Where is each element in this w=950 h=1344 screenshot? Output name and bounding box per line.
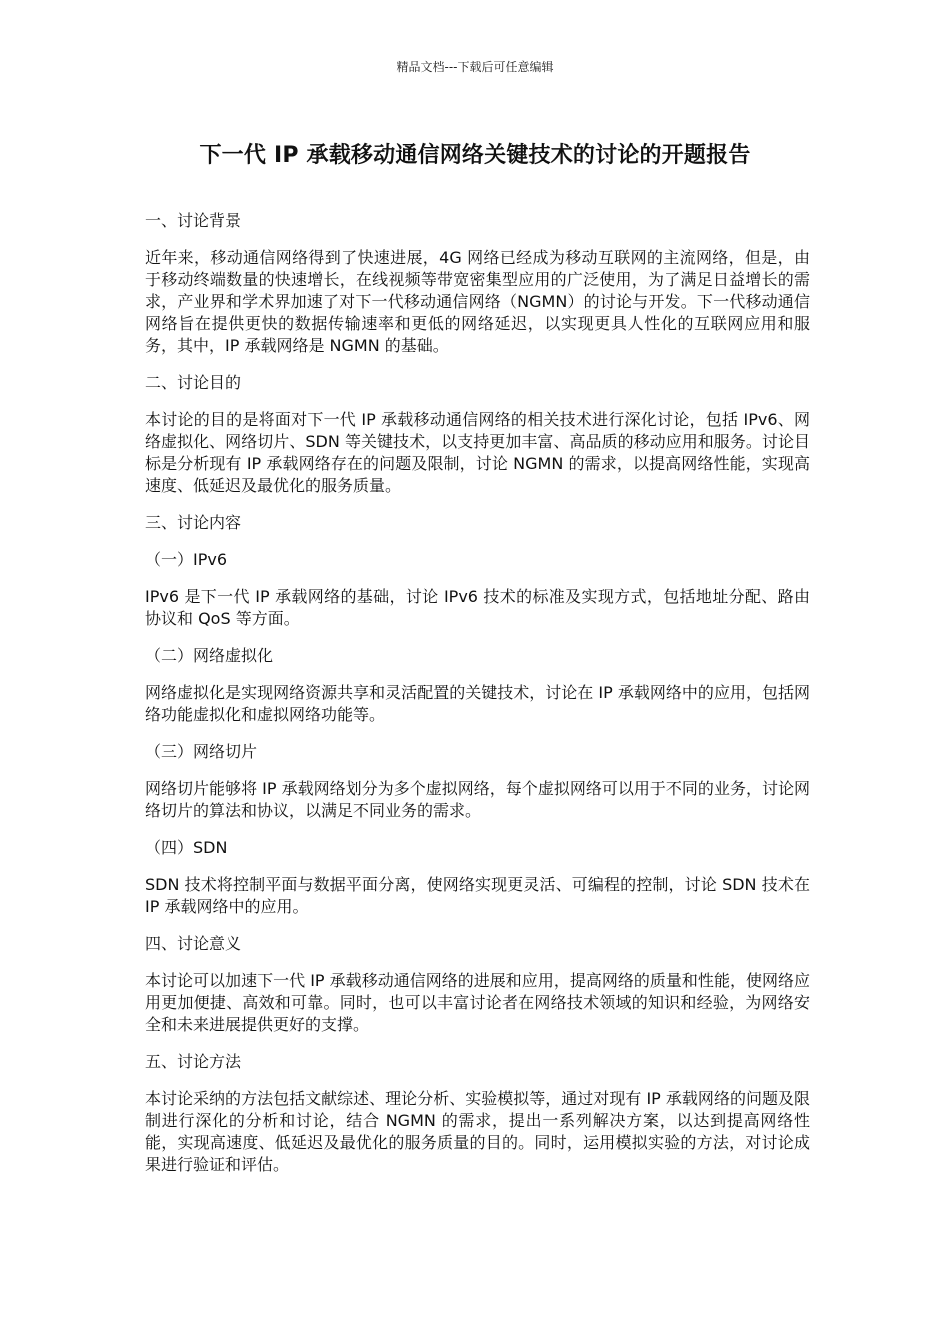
subheading-ipv6: （一）IPv6: [145, 550, 228, 569]
section-heading-method: 五、讨论方法: [145, 1052, 242, 1071]
paragraph-background: 近年来，移动通信网络得到了快速进展，4G 网络已经成为移动互联网的主流网络，但是，由于移动终端数量的快速增长，在线视频等带宽密集型应用的广泛使用，为了满足日益增长的需求，产业界和学术界加速了对下一代移动通信网络（NGMN）的讨论与开发。下一代移动通信网络旨在提供更快的数据传输速率和更低的网络延迟，以实现更具人性化的互联网应用和服务，其中，IP 承载网络是 NGMN 的基础。: [145, 248, 810, 355]
section-heading-content: 三、讨论内容: [145, 513, 242, 532]
paragraph-purpose: 本讨论的目的是将面对下一代 IP 承载移动通信网络的相关技术进行深化讨论，包括 IPv6、网络虚拟化、网络切片、SDN 等关键技术，以支持更加丰富、高品质的移动应用和服务。讨论目标是分析现有 IP 承载网络存在的问题及限制，讨论 NGMN 的需求，以提高网络性能，实现高速度、低延迟及最优化的服务质量。: [145, 410, 810, 495]
page-header: 精品文档---下载后可任意编辑: [396, 60, 554, 74]
paragraph-ipv6: IPv6 是下一代 IP 承载网络的基础，讨论 IPv6 技术的标准及实现方式，包括地址分配、路由协议和 QoS 等方面。: [145, 587, 810, 628]
paragraph-network-virtualization: 网络虚拟化是实现网络资源共享和灵活配置的关键技术，讨论在 IP 承载网络中的应用，包括网络功能虚拟化和虚拟网络功能等。: [145, 683, 810, 724]
subheading-network-virtualization: （二）网络虚拟化: [145, 646, 274, 665]
section-heading-background: 一、讨论背景: [145, 211, 242, 230]
subheading-network-slicing: （三）网络切片: [145, 742, 258, 761]
section-heading-significance: 四、讨论意义: [145, 934, 242, 953]
section-heading-purpose: 二、讨论目的: [145, 373, 242, 392]
paragraph-significance: 本讨论可以加速下一代 IP 承载移动通信网络的进展和应用，提高网络的质量和性能，使网络应用更加便捷、高效和可靠。同时，也可以丰富讨论者在网络技术领域的知识和经验，为网络安全和未来进展提供更好的支撑。: [145, 971, 810, 1034]
paragraph-sdn: SDN 技术将控制平面与数据平面分离，使网络实现更灵活、可编程的控制，讨论 SDN 技术在 IP 承载网络中的应用。: [145, 875, 810, 916]
subheading-sdn: （四）SDN: [145, 838, 228, 857]
document-body: [145, 210, 810, 1191]
paragraph-method: 本讨论采纳的方法包括文献综述、理论分析、实验模拟等，通过对现有 IP 承载网络的问题及限制进行深化的分析和讨论，结合 NGMN 的需求，提出一系列解决方案，以达到提高网络性能，实现高速度、低延迟及最优化的服务质量的目的。同时，运用模拟实验的方法，对讨论成果进行验证和评估。: [145, 1089, 810, 1174]
document-title: 下一代 IP 承载移动通信网络关键技术的讨论的开题报告: [199, 143, 751, 168]
paragraph-network-slicing: 网络切片能够将 IP 承载网络划分为多个虚拟网络，每个虚拟网络可以用于不同的业务，讨论网络切片的算法和协议，以满足不同业务的需求。: [145, 779, 810, 820]
